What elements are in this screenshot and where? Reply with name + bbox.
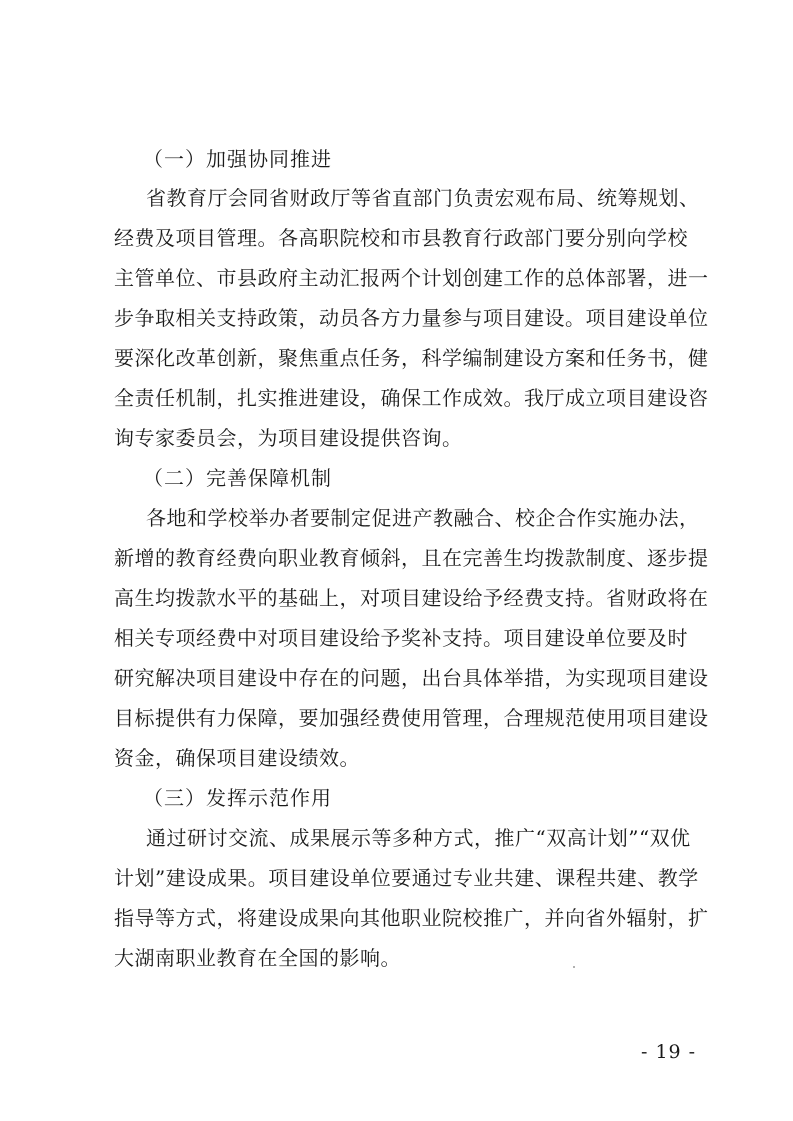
paragraph-line: 主管单位、市县政府主动汇报两个计划创建工作的总体部署，进一 — [114, 266, 709, 290]
paragraph-line: 全责任机制，扎实推进建设，确保工作成效。我厅成立项目建设咨 — [114, 386, 709, 410]
paragraph-line: 省教育厅会同省财政厅等省直部门负责宏观布局、统筹规划、 — [146, 186, 700, 210]
scan-speck — [573, 966, 575, 968]
paragraph-line: 指导等方式，将建设成果向其他职业院校推广，并向省外辐射，扩 — [114, 906, 709, 930]
paragraph-line: 要深化改革创新，聚焦重点任务，科学编制建设方案和任务书，健 — [114, 346, 709, 370]
paragraph-line: 目标提供有力保障，要加强经费使用管理，合理规范使用项目建设 — [114, 706, 709, 730]
section-heading-2: （二）完善保障机制 — [143, 466, 332, 490]
paragraph-line: 经费及项目管理。各高职院校和市县教育行政部门要分别向学校 — [114, 226, 688, 250]
paragraph-line: 大湖南职业教育在全国的影响。 — [114, 946, 401, 970]
section-heading-3: （三）发挥示范作用 — [143, 786, 332, 810]
paragraph-line: 新增的教育经费向职业教育倾斜，且在完善生均拨款制度、逐步提 — [114, 546, 709, 570]
paragraph-line: 步争取相关支持政策，动员各方力量参与项目建设。项目建设单位 — [114, 306, 709, 330]
paragraph-line: 高生均拨款水平的基础上，对项目建设给予经费支持。省财政将在 — [114, 586, 709, 610]
paragraph-line: 询专家委员会，为项目建设提供咨询。 — [114, 426, 463, 450]
paragraph-line: 资金，确保项目建设绩效。 — [114, 746, 360, 770]
paragraph-line: 通过研讨交流、成果展示等多种方式，推广“双高计划”“双优 — [146, 826, 691, 850]
section-heading-1: （一）加强协同推进 — [143, 147, 332, 171]
paragraph-line: 相关专项经费中对项目建设给予奖补支持。项目建设单位要及时 — [114, 626, 688, 650]
paragraph-line: 各地和学校举办者要制定促进产教融合、校企合作实施办法， — [146, 506, 700, 530]
paragraph-line: 研究解决项目建设中存在的问题，出台具体举措，为实现项目建设 — [114, 666, 709, 690]
page-number: - 19 - — [641, 1041, 697, 1063]
paragraph-line: 计划”建设成果。项目建设单位要通过专业共建、课程共建、教学 — [114, 866, 699, 890]
